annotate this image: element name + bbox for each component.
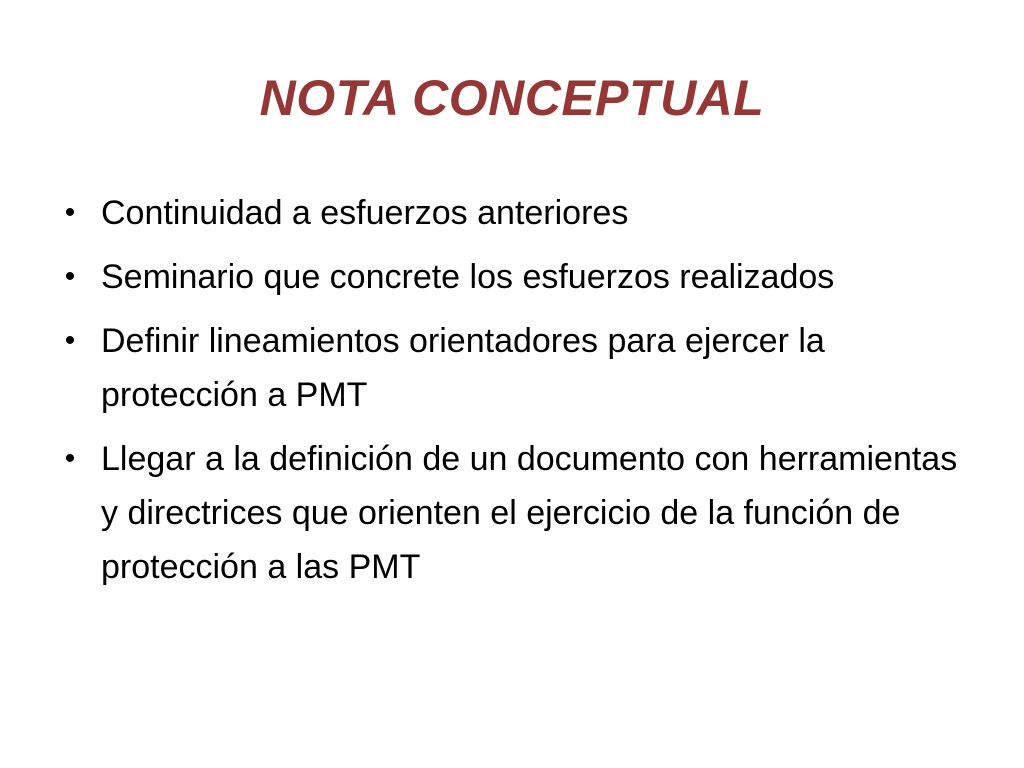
bullet-icon: • xyxy=(64,260,76,293)
list-item xyxy=(60,314,970,422)
bullet-icon: • xyxy=(64,324,76,357)
list-item xyxy=(60,250,970,304)
list-item-text: Continuidad a esfuerzos anteriores xyxy=(101,194,629,232)
bullet-icon: • xyxy=(64,442,76,475)
bullet-list xyxy=(60,186,970,604)
bullet-icon: • xyxy=(64,196,76,229)
list-item-text: Definir lineamientos orientadores para ejercer la protección a PMT xyxy=(101,322,825,414)
list-item xyxy=(60,432,970,594)
slide-title: NOTA CONCEPTUAL xyxy=(259,70,765,126)
list-item-text: Seminario que concrete los esfuerzos realizados xyxy=(101,258,835,296)
list-item-text: Llegar a la definición de un documento con herramientas y directrices que orienten el ejercicio de la función de protección a las PMT xyxy=(101,440,958,586)
list-item xyxy=(60,186,970,240)
